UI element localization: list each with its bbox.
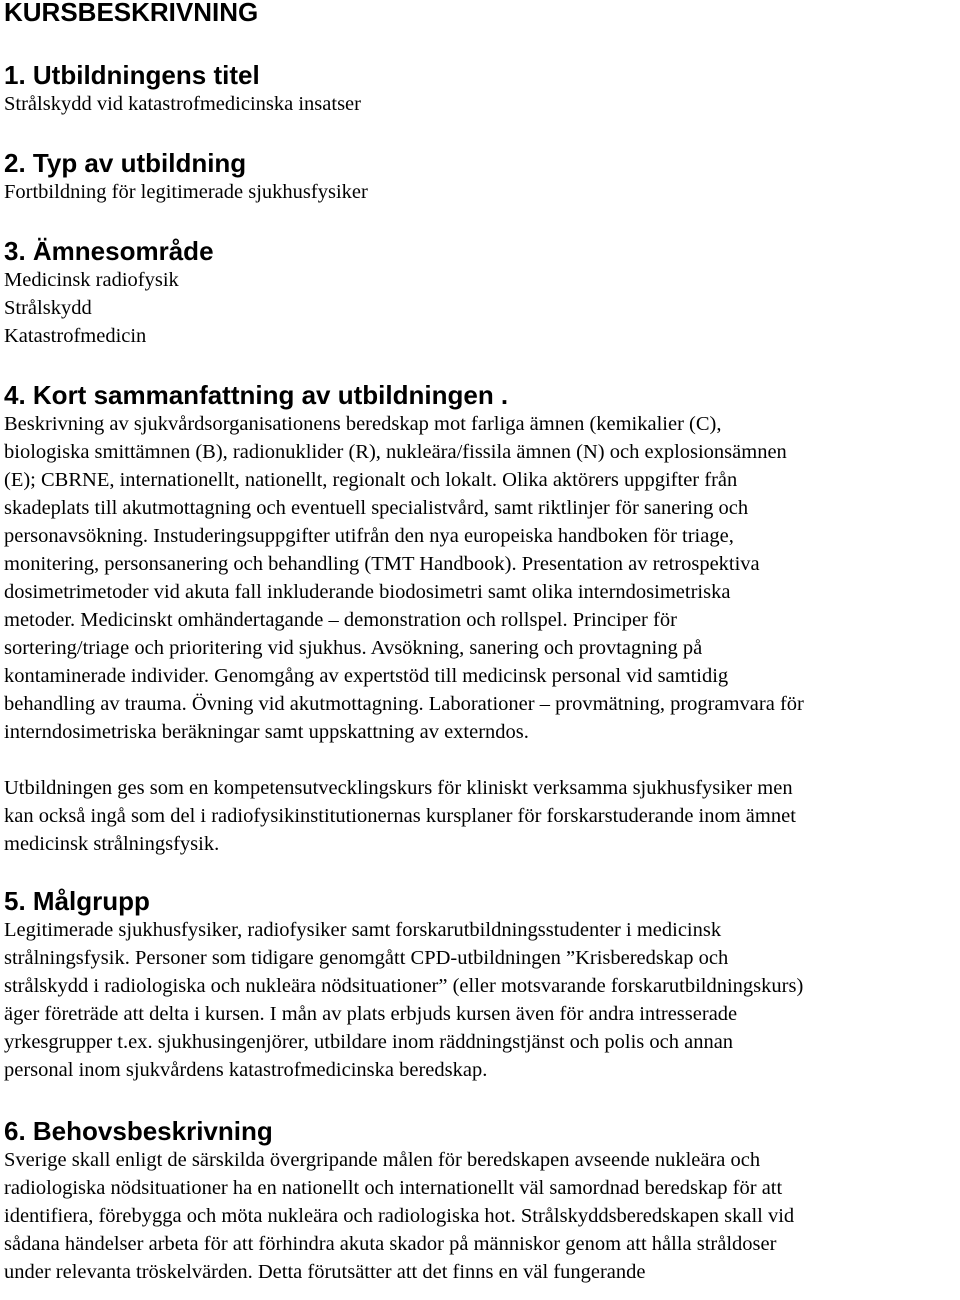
text-line: Utbildningen ges som en kompetensutvecklingskurs för kliniskt verksamma sjukhusfysiker men bbox=[4, 777, 793, 799]
text-line: Sverige skall enligt de särskilda övergripande målen för beredskapen avseende nukleära och bbox=[4, 1149, 761, 1171]
text-line: biologiska smittämnen (B), radionuklider (R), nukleära/fissila ämnen (N) och explosionsämnen bbox=[4, 441, 787, 463]
section-body bbox=[4, 90, 960, 118]
text-line: Strålskydd vid katastrofmedicinska insatser bbox=[4, 93, 361, 115]
text-line: yrkesgrupper t.ex. sjukhusingenjörer, utbildare inom räddningstjänst och polis och annan bbox=[4, 1031, 734, 1053]
text-line: identifiera, förebygga och möta nukleära och radiologiska hot. Strålskyddsberedskapen skall vid bbox=[4, 1205, 795, 1227]
text-line: Legitimerade sjukhusfysiker, radiofysiker samt forskarutbildningsstudenter i medicinsk bbox=[4, 919, 722, 941]
summary-paragraph-1 bbox=[4, 410, 960, 746]
text-line: radiologiska nödsituationer ha en nationellt och internationellt väl samordnad beredskap för att bbox=[4, 1177, 783, 1199]
section-subject-area bbox=[4, 236, 960, 350]
text-line: metoder. Medicinskt omhändertagande – demonstration och rollspel. Principer för bbox=[4, 609, 677, 631]
section-heading-summary: 4. Kort sammanfattning av utbildningen . bbox=[4, 380, 509, 410]
text-line: sortering/triage och prioritering vid sjukhus. Avsökning, sanering och provtagning på bbox=[4, 637, 703, 659]
section-summary bbox=[4, 380, 960, 858]
text-line: Medicinsk radiofysik bbox=[4, 269, 179, 291]
text-line: medicinsk strålningsfysik. bbox=[4, 833, 220, 855]
text-line: dosimetrimetoder vid akuta fall inkluderande biodosimetri samt olika interndosimetriska bbox=[4, 581, 731, 603]
text-line: kontaminerade individer. Genomgång av expertstöd till medicinsk personal vid samtidig bbox=[4, 665, 729, 687]
text-line: under relevanta tröskelvärden. Detta förutsätter att det finns en väl fungerande bbox=[4, 1261, 646, 1283]
text-line: Fortbildning för legitimerade sjukhusfysiker bbox=[4, 181, 368, 203]
section-heading-subject: 3. Ämnesområde bbox=[4, 236, 214, 266]
text-line: skadeplats till akutmottagning och eventuell specialistvård, samt riktlinjer för sanering och bbox=[4, 497, 749, 519]
section-heading-needs: 6. Behovsbeskrivning bbox=[4, 1116, 273, 1146]
text-line: sådana händelser arbeta för att förhindra akuta skador på människor genom att hålla stråldoser bbox=[4, 1233, 777, 1255]
section-needs-description bbox=[4, 1116, 960, 1286]
section-body bbox=[4, 1146, 960, 1286]
text-line: strålskydd i radiologiska och nukleära nödsituationer” (eller motsvarande forskarutbildningskurs) bbox=[4, 975, 804, 997]
section-heading-title: 1. Utbildningens titel bbox=[4, 60, 260, 90]
text-line: behandling av trauma. Övning vid akutmottagning. Laborationer – provmätning, programvara för bbox=[4, 693, 804, 715]
document-page bbox=[4, 0, 960, 1286]
section-heading-type: 2. Typ av utbildning bbox=[4, 148, 247, 178]
section-body bbox=[4, 266, 960, 350]
text-line: kan också ingå som del i radiofysikinstitutionernas kursplaner för forskarstuderande inom ämnet bbox=[4, 805, 796, 827]
summary-paragraph-2 bbox=[4, 774, 960, 858]
section-type bbox=[4, 148, 960, 206]
text-line: Katastrofmedicin bbox=[4, 325, 147, 347]
text-line: strålningsfysik. Personer som tidigare genomgått CPD-utbildningen ”Krisberedskap och bbox=[4, 947, 729, 969]
text-line: personal inom sjukvårdens katastrofmedicinska beredskap. bbox=[4, 1059, 488, 1081]
text-line: Beskrivning av sjukvårdsorganisationens beredskap mot farliga ämnen (kemikalier (C), bbox=[4, 413, 722, 435]
text-line: äger företräde att delta i kursen. I mån av plats erbjuds kursen även för andra intresserade bbox=[4, 1003, 738, 1025]
text-line: personavsökning. Instuderingsuppgifter utifrån den nya europeiska handboken för triage, bbox=[4, 525, 734, 547]
text-line: (E); CBRNE, internationellt, nationellt, regionalt och lokalt. Olika aktörers uppgifter från bbox=[4, 469, 738, 491]
section-heading-target-group: 5. Målgrupp bbox=[4, 886, 150, 916]
document-title: KURSBESKRIVNING bbox=[4, 0, 259, 27]
section-body bbox=[4, 178, 960, 206]
text-line: Strålskydd bbox=[4, 297, 92, 319]
section-title bbox=[4, 60, 960, 118]
text-line: monitering, personsanering och behandling (TMT Handbook). Presentation av retrospektiva bbox=[4, 553, 760, 575]
text-line: interndosimetriska beräkningar samt uppskattning av externdos. bbox=[4, 721, 529, 743]
section-target-group bbox=[4, 886, 960, 1084]
section-body bbox=[4, 916, 960, 1084]
